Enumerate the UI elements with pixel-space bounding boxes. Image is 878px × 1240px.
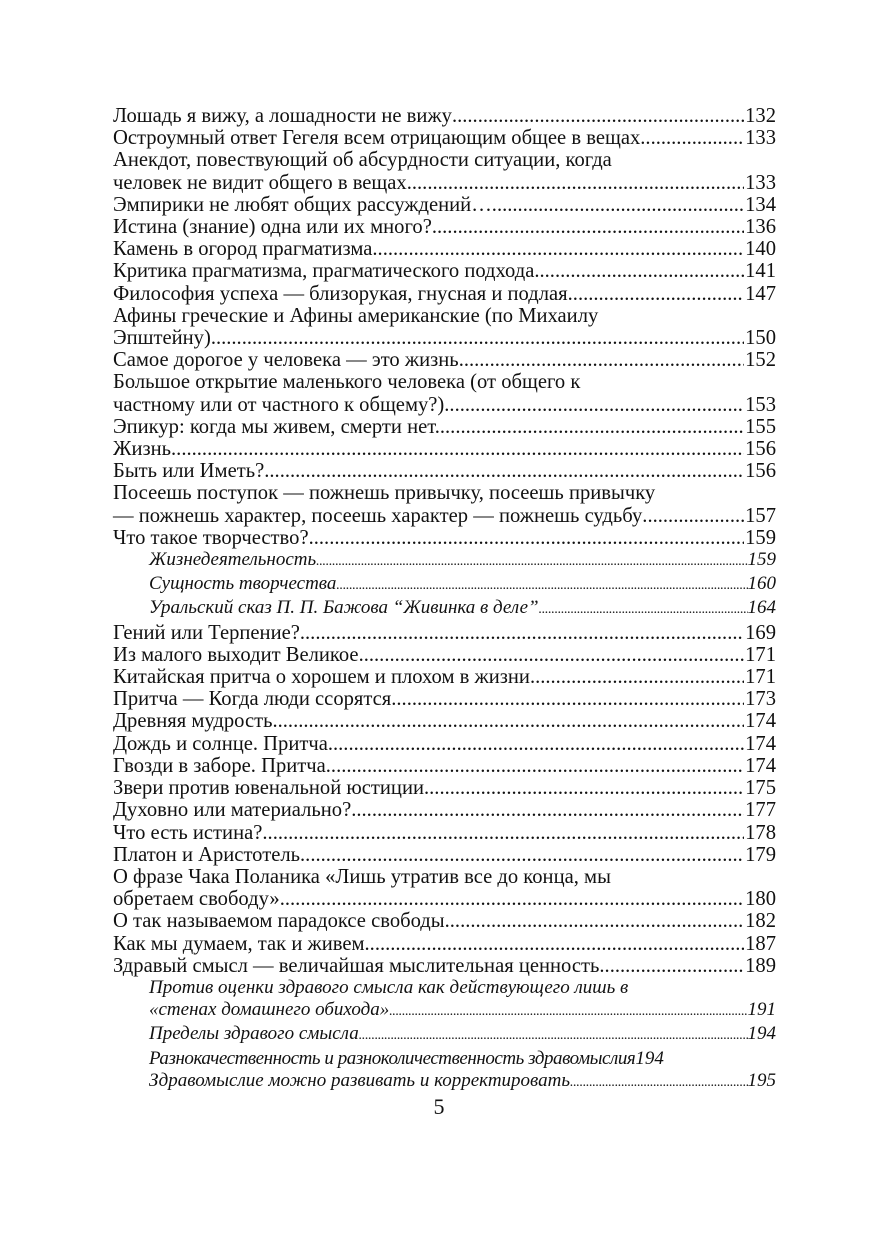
toc-entry-page: 150 [745,327,776,350]
toc-entry-line [113,460,776,482]
toc-subentry [113,1023,776,1047]
toc-subentry [113,1048,776,1070]
toc-entry-title: Камень в огород прагматизма [113,238,373,261]
toc-entry [113,622,776,644]
toc-entry-title: Жизнедеятельность [149,549,317,571]
toc-entry-page: 133 [745,171,776,194]
toc-entry-page: 155 [745,415,776,438]
toc-entry-title: Философия успеха — близорукая, гнусная и подлая [113,282,568,305]
toc-entry [113,482,776,526]
toc-entry-line [113,238,776,260]
toc-entry [113,910,776,932]
toc-entry-title: Эпикур: когда мы живем, смерти нет... [113,415,451,438]
toc-entry-page: 175 [745,777,776,800]
dot-leader [459,349,744,371]
dot-leader [365,933,745,955]
toc-entry-title: Быть или Иметь? [113,460,265,483]
toc-entry-title: Что есть истина? [113,821,263,844]
toc-entry-title: Эмпирики не любят общих рассуждений… [113,193,492,216]
toc-entry [113,933,776,955]
toc-entry [113,527,776,549]
dot-leader [539,597,748,621]
toc-entry-page: 182 [745,910,776,933]
toc-entry [113,844,776,866]
toc-entry-line [113,194,776,216]
toc-entry [113,438,776,460]
toc-entry-page: 171 [745,666,776,689]
toc-entry [113,644,776,666]
toc-entry-page: 159 [745,526,776,549]
dot-leader [300,622,744,644]
toc-entry-title: Что такое творчество? [113,526,309,549]
toc-entry-title: Звери против ювенальной юстиции [113,777,424,800]
dot-leader [389,999,747,1023]
toc-entry-line [113,644,776,666]
toc-entry-line [113,666,776,688]
toc-entry-page: 171 [745,643,776,666]
toc-entry [113,127,776,149]
toc-entry-line [113,933,776,955]
toc-entry-page: 174 [745,754,776,777]
toc-entry-line [113,799,776,821]
toc-entry-line [113,394,776,416]
toc-entry-title: Пределы здравого смысла [149,1023,359,1045]
toc-entry-page: 173 [745,688,776,711]
toc-entry-title: обретаем свободу» [113,888,280,911]
toc-entry [113,755,776,777]
toc-entry [113,238,776,260]
toc-entry-title: Остроумный ответ Гегеля всем отрицающим общее в вещах [113,127,641,150]
toc-entry [113,283,776,305]
toc-entry-title: Здравый смысл — величайшая мыслительная ценность [113,954,600,977]
toc-entry-page: 164 [747,597,776,619]
dot-leader [272,710,744,732]
dot-leader [171,438,744,460]
toc-entry [113,216,776,238]
toc-entry-title: Здравомыслие можно развивать и корректировать [149,1069,571,1091]
toc-entry-line [149,1070,776,1094]
toc-entry [113,149,776,193]
toc-entry [113,460,776,482]
toc-entry-line [113,527,776,549]
toc-entry-title: Гвозди в заборе. Притча [113,754,326,777]
dot-leader [359,1023,748,1047]
toc-entry-page: 180 [745,888,776,911]
dot-leader [391,688,744,710]
toc-entry [113,105,776,127]
toc-entry-line [113,844,776,866]
dot-leader [530,666,744,688]
toc-entry-page: 194 [747,1023,776,1045]
toc-entry-line [113,888,776,910]
dot-leader [316,549,747,573]
toc-entry-page: 174 [745,710,776,733]
toc-entry [113,955,776,977]
dot-leader [359,644,745,666]
dot-leader [570,1070,747,1094]
toc-entry [113,666,776,688]
toc-entry-line [113,505,776,527]
toc-entry-line [113,260,776,282]
toc-entry-title-line: Против оценки здравого смысла как действующего лишь в [149,976,629,998]
toc-entry [113,349,776,371]
toc-entry-title: человек не видит общего в вещах [113,171,407,194]
toc-entry-title: О так называемом парадоксе свободы [113,910,445,933]
toc-entry-line [149,1048,776,1070]
toc-entry-title-line: Анекдот, повествующий об абсурдности ситуации, когда [113,149,612,172]
dot-leader [452,105,744,127]
toc-entry-page: 179 [745,843,776,866]
dot-leader [444,394,744,416]
toc-entry-title: Древняя мудрость [113,710,273,733]
toc-entry-page: 136 [745,216,776,239]
toc-entry-page: 189 [745,954,776,977]
toc-subentry [113,573,776,597]
toc-entry-line [113,710,776,732]
dot-leader [300,844,744,866]
dot-leader [309,527,745,549]
toc-entry-page: 134 [745,193,776,216]
dot-leader [211,327,744,349]
toc-entry [113,260,776,282]
toc-entry-page: 133 [745,127,776,150]
toc-entry-page: 195 [747,1069,776,1091]
toc-entry-line [113,755,776,777]
dot-leader [640,127,744,149]
toc-entry-line [149,597,776,621]
toc-entry-page: 178 [745,821,776,844]
toc-entry-title: Уральский сказ П. П. Бажова “Живинка в деле” [149,597,539,619]
dot-leader [642,505,744,527]
toc-entry-line [113,327,776,349]
dot-leader [432,216,744,238]
toc-entry [113,416,776,438]
toc-entry-page: 147 [745,282,776,305]
toc-entry-line [113,216,776,238]
toc-entry-page: 153 [745,393,776,416]
toc-subentry [113,977,776,1023]
toc-entry-page: 194 [635,1047,664,1069]
dot-leader [492,194,744,216]
toc-entry-title: Критика прагматизма, прагматического подхода [113,260,535,283]
toc-entry-line [113,688,776,710]
toc-entry-page: 157 [745,504,776,527]
toc-entry [113,194,776,216]
toc-entry-line [113,172,776,194]
dot-leader [262,822,744,844]
toc-entry-title-line: Большое открытие маленького человека (от общего к [113,371,581,394]
toc-subentry [113,1070,776,1094]
toc-entry-page: 152 [745,349,776,372]
toc-entry-title: Из малого выходит Великое [113,643,359,666]
table-of-contents [113,105,776,1094]
toc-entry [113,733,776,755]
dot-leader [407,172,744,194]
toc-entry-page: 159 [747,549,776,571]
toc-entry-line [113,733,776,755]
toc-entry [113,822,776,844]
toc-subentry [113,549,776,573]
toc-entry-line [149,549,776,573]
toc-entry-title: Разнокачественность и разноколичественность здравомыслия [149,1047,636,1069]
toc-entry-title: Дождь и солнце. Притча [113,732,328,755]
toc-entry-title-line: Посеешь поступок — пожнешь привычку, посеешь привычку [113,482,656,505]
toc-entry-title-line: Афины греческие и Афины американские (по Михаилу [113,304,599,327]
toc-entry [113,866,776,910]
toc-entry-title: Притча — Когда люди ссорятся [113,688,392,711]
toc-entry-line [113,777,776,799]
toc-entry-line [113,127,776,149]
toc-entry-page: 132 [745,105,776,127]
toc-entry-title: Гений или Терпение? [113,621,300,644]
dot-leader [280,888,744,910]
toc-subentry [113,597,776,621]
dot-leader [568,283,744,305]
toc-entry-title: Жизнь [113,438,172,461]
toc-entry-page: 140 [745,238,776,261]
dot-leader [336,573,747,597]
dot-leader [351,799,744,821]
toc-entry-line [113,283,776,305]
toc-entry-line [113,955,776,977]
toc-entry-line [149,999,776,1023]
toc-entry [113,305,776,349]
toc-entry-line [149,573,776,597]
toc-entry-title: Истина (знание) одна или их много? [113,216,432,239]
toc-entry-page: 191 [747,999,776,1021]
toc-entry-line [113,416,776,438]
toc-entry-line [113,105,776,127]
toc-entry-title: Самое дорогое у человека — это жизнь [113,349,459,372]
toc-entry-title: Духовно или материально? [113,799,352,822]
dot-leader [450,416,744,438]
dot-leader [599,955,744,977]
toc-entry-line [113,349,776,371]
toc-entry-line [113,822,776,844]
toc-entry-line [113,438,776,460]
toc-entry-title: Платон и Аристотель [113,843,301,866]
toc-entry-line [113,622,776,644]
dot-leader [264,460,744,482]
toc-entry-title: Сущность творчества [149,573,337,595]
toc-entry-line [113,910,776,932]
toc-entry-line [149,1023,776,1047]
toc-entry-page: 156 [745,460,776,483]
toc-entry-title: Эпштейну) [113,327,211,350]
dot-leader [534,260,744,282]
toc-entry-page: 187 [745,932,776,955]
toc-entry-title-line: О фразе Чака Поланика «Лишь утратив все до конца, мы [113,865,611,888]
toc-entry-title: Лошадь я вижу, а лошадности не вижу [113,105,452,127]
dot-leader [445,910,744,932]
toc-entry-title: «стенах домашнего обихода» [149,999,390,1021]
toc-entry-title: — пожнешь характер, посеешь характер — пожнешь судьбу [113,504,643,527]
toc-entry-page: 169 [745,621,776,644]
toc-entry-page: 174 [745,732,776,755]
toc-entry-page: 156 [745,438,776,461]
toc-entry-title: Китайская притча о хорошем и плохом в жизни [113,666,530,689]
toc-entry [113,799,776,821]
toc-entry [113,688,776,710]
dot-leader [328,733,744,755]
dot-leader [424,777,744,799]
page-number: 5 [433,1094,445,1119]
toc-entry [113,777,776,799]
dot-leader [326,755,744,777]
toc-entry-title: частному или от частного к общему?) [113,393,445,416]
toc-entry [113,371,776,415]
toc-entry-page: 177 [745,799,776,822]
toc-entry-page: 160 [747,573,776,595]
toc-entry [113,710,776,732]
toc-entry-page: 141 [745,260,776,283]
dot-leader [372,238,744,260]
toc-entry-title: Как мы думаем, так и живем [113,932,365,955]
